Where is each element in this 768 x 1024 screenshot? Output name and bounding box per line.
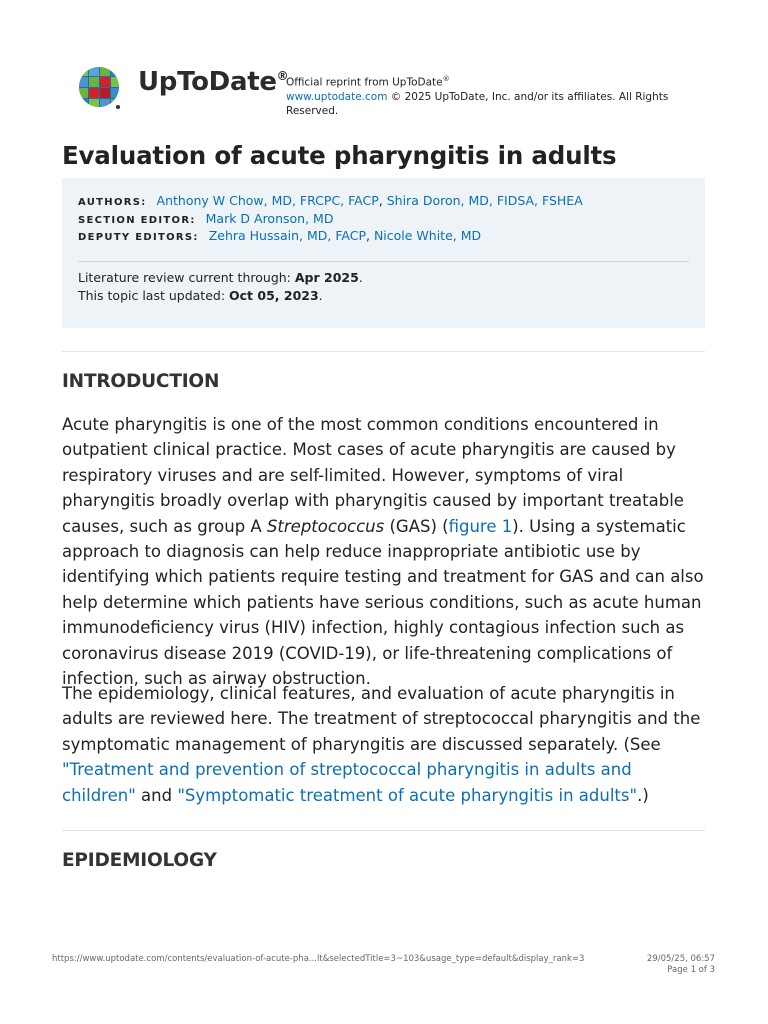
uptodate-site-link[interactable]: www.uptodate.com bbox=[286, 90, 388, 103]
deputy-editor-link[interactable]: Nicole White, MD bbox=[373, 228, 482, 243]
introduction-heading: INTRODUCTION bbox=[62, 371, 220, 392]
figure-1-link[interactable]: figure 1 bbox=[448, 516, 513, 536]
deputy-editors-label: DEPUTY EDITORS: bbox=[78, 232, 199, 243]
author-link[interactable]: Shira Doron, MD, FIDSA, FSHEA bbox=[386, 193, 583, 208]
section-divider bbox=[62, 830, 705, 831]
page-title: Evaluation of acute pharyngitis in adults bbox=[62, 141, 617, 170]
authors-label: AUTHORS: bbox=[78, 197, 147, 208]
author-info-box bbox=[62, 178, 705, 328]
authors-row: AUTHORS: Anthony W Chow, MD, FRCPC, FACP, Shira Doron, MD, FIDSA, FSHEA bbox=[78, 193, 583, 208]
section-editor-label: SECTION EDITOR: bbox=[78, 215, 196, 226]
introduction-paragraph-2: The epidemiology, clinical features, and evaluation of acute pharyngitis in adults are reviewed here. The treatment of streptococcal pharyngitis and the symptomatic management of pharyngitis are discussed separately. (See "Treatment and prevention of streptococcal pharyngitis in adults and children" and "Symptomatic treatment of acute pharyngitis in adults".) bbox=[62, 684, 701, 805]
reprint-header bbox=[78, 64, 718, 117]
streptococcal-treatment-link[interactable]: "Treatment and prevention of streptococcal pharyngitis in adults and children" bbox=[62, 760, 632, 805]
introduction-paragraph-1: Acute pharyngitis is one of the most common conditions encountered in outpatient clinical practice. Most cases of acute pharyngitis are caused by respiratory viruses and are self-limited. However, symptoms of viral pharyngitis broadly overlap with pharyngitis caused by important treatable causes, such as group A Streptococcus (GAS) (figure 1). Using a systematic approach to diagnosis can help reduce inappropriate antibiotic use by identifying which patients require testing and treatment for GAS and can also help determine which patients have serious conditions, such as acute human immunodeficiency virus (HIV) infection, highly contagious infection such as coronavirus disease 2019 (COVID-19), or life-threatening complications of infection, such as airway obstruction. bbox=[62, 415, 704, 689]
footer-url: https://www.uptodate.com/contents/evaluation-of-acute-pha...lt&selectedTitle=3~103&usage_type=default&display_rank=3 bbox=[52, 954, 585, 964]
deputy-editors-row: DEPUTY EDITORS: Zehra Hussain, MD, FACP, Nicole White, MD bbox=[78, 228, 482, 243]
literature-review-line: Literature review current through: Apr 2025. bbox=[78, 270, 363, 285]
brand-name: UpToDate® bbox=[138, 67, 289, 97]
footer-date-page bbox=[600, 954, 715, 976]
info-divider bbox=[78, 261, 689, 262]
footer-datetime: 29/05/25, 06:57 bbox=[646, 954, 715, 964]
section-divider bbox=[62, 351, 705, 352]
section-editor-link[interactable]: Mark D Aronson, MD bbox=[205, 211, 334, 226]
symptomatic-treatment-link[interactable]: "Symptomatic treatment of acute pharyngitis in adults" bbox=[177, 785, 638, 805]
uptodate-logo-icon bbox=[78, 66, 122, 110]
deputy-editor-link[interactable]: Zehra Hussain, MD, FACP bbox=[208, 228, 366, 243]
section-editor-row bbox=[78, 211, 333, 226]
last-updated-line: This topic last updated: Oct 05, 2023. bbox=[78, 288, 323, 303]
reprint-notice: Official reprint from UpToDate® www.uptodate.com © 2025 UpToDate, Inc. and/or its affiliates. All Rights Reserved. bbox=[286, 75, 669, 117]
epidemiology-heading: EPIDEMIOLOGY bbox=[62, 850, 217, 871]
author-link[interactable]: Anthony W Chow, MD, FRCPC, FACP bbox=[156, 193, 379, 208]
footer-page-number: Page 1 of 3 bbox=[667, 965, 715, 975]
